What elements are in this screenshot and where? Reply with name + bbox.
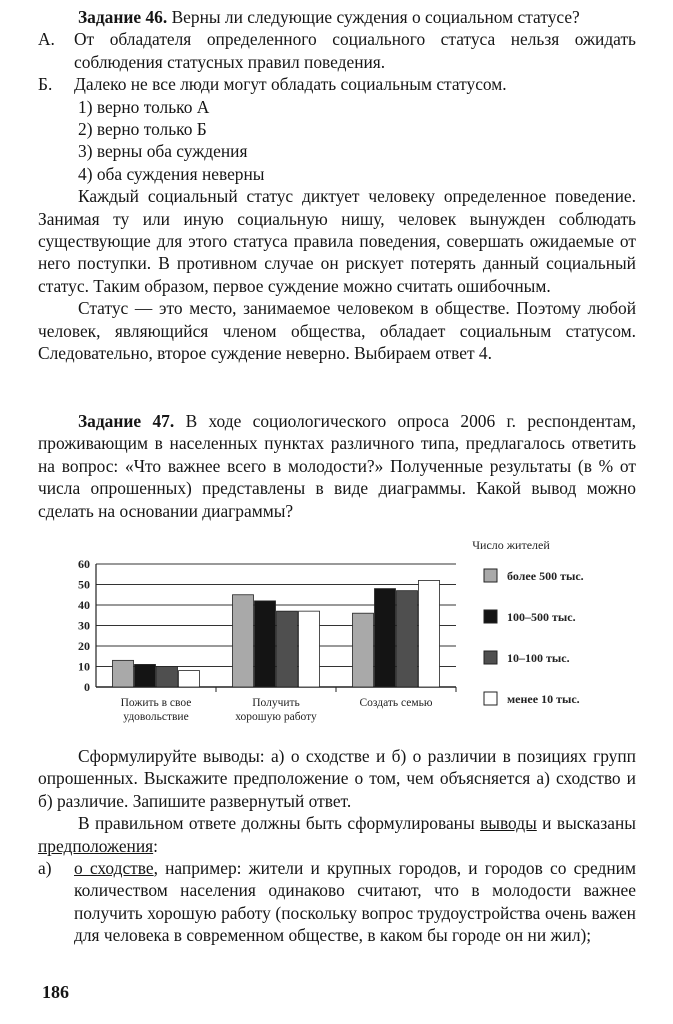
y-tick-label: 20: [78, 639, 90, 653]
answer-intro: [38, 812, 636, 857]
bar: [419, 580, 440, 687]
bar: [353, 613, 374, 687]
bar: [135, 664, 156, 687]
similarity-word: о сходстве: [74, 858, 154, 879]
conclusions-word: выводы: [480, 813, 537, 834]
answer-item-a-body: , например: жители и крупных городов, и городов со средним количеством населения одинаково считают, что в молодости важнее получить хорошую работу (поскольку вопрос трудоустройства очень важен для человека в современном обществе, в каком бы городе он ни жил);: [74, 858, 636, 946]
task-47-answer: [38, 745, 636, 947]
bar: [157, 667, 178, 688]
answer-intro-text: В правильном ответе должны быть сформулированы: [78, 813, 475, 834]
x-category-label: хорошую работу: [235, 711, 317, 723]
answer-option: 4) оба суждения неверны: [78, 163, 265, 184]
explanation-paragraph: Каждый социальный статус диктует человеку определенное поведение. Занимая ту или иную социальную нишу, человек вынужден соблюдать существующие для этого статуса правила поведения, совершать ожидаемые от него поступки. В противном случае он рискует потерять данный социальный статус. Таким образом, первое суждение можно считать ошибочным.: [38, 186, 636, 296]
instruction-paragraph: Сформулируйте выводы: а) о сходстве и б) о различии в позициях групп опрошенных. Выскажите предположение о том, чем объясняется а) сходство и б) различие. Запишите развернутый ответ.: [38, 746, 636, 811]
page-number: 186: [42, 982, 69, 1002]
bar: [233, 595, 254, 687]
y-tick-label: 40: [78, 598, 90, 612]
statement-b-label: Б.: [38, 74, 53, 95]
bar: [375, 589, 396, 687]
bar: [397, 591, 418, 687]
answer-option: 3) верны оба суждения: [78, 141, 248, 162]
answer-item-a-label: а): [38, 858, 52, 879]
explanation-paragraph: Статус — это место, занимаемое человеком в обществе. Поэтому любой человек, являющийся членом общества, обладает социальным статусом. Следовательно, второе суждение неверно. Выбираем ответ 4.: [38, 298, 636, 364]
task-46-title: Задание 46.: [78, 7, 168, 27]
answer-option: 2) верно только Б: [78, 119, 207, 140]
bar: [179, 671, 200, 687]
bar-chart: [56, 535, 616, 735]
y-tick-label: 60: [78, 557, 90, 571]
statement-b-text: Далеко не все люди могут обладать социальным статусом.: [74, 74, 507, 95]
statement-a-label: А.: [38, 29, 55, 50]
legend-swatch: [484, 610, 497, 623]
y-tick-label: 50: [78, 577, 90, 592]
task-46-header: [38, 6, 636, 28]
bar: [255, 601, 276, 687]
legend-title: Число жителей: [472, 538, 550, 552]
answer-intro-colon: :: [153, 835, 159, 856]
statement-a: [38, 28, 636, 73]
task-47-question: В ходе социологического опроса 2006 г. респондентам, проживающим в населенных пунктах различного типа, предлагалось ответить на вопрос: «Что важнее всего в молодости?» Полученные результаты (в % от числа опрошенных) представлены в виде диаграммы. Какой вывод можно сделать на основании диаграммы?: [38, 411, 636, 521]
task-46-question: Верны ли следующие суждения о социальном статусе?: [171, 7, 580, 27]
statement-a-text: От обладателя определенного социального статуса нельзя ожидать соблюдения статусных правил поведения.: [74, 29, 636, 72]
statement-b: [38, 73, 636, 95]
legend-label: 10–100 тыс.: [507, 651, 570, 665]
x-category-label: Получить: [252, 697, 300, 709]
answer-item-a: [38, 857, 636, 947]
legend-swatch: [484, 651, 497, 664]
task-47-title: Задание 47.: [78, 411, 175, 431]
bar: [299, 611, 320, 687]
y-tick-label: 0: [84, 680, 90, 694]
x-category-label: удовольствие: [123, 711, 189, 723]
task-47: [38, 410, 636, 522]
y-tick-label: 10: [78, 659, 90, 674]
answer-intro-text: и высказаны: [542, 813, 636, 834]
legend-label: 100–500 тыс.: [507, 610, 576, 624]
x-category-label: Создать семью: [359, 697, 433, 709]
assumptions-word: предположения: [38, 835, 154, 856]
answer-item-a-text: [74, 857, 636, 947]
legend-swatch: [484, 692, 497, 705]
task-47-header: [38, 410, 636, 522]
task-46: [38, 6, 636, 365]
legend-label: менее 10 тыс.: [507, 692, 580, 706]
y-tick-label: 30: [78, 618, 90, 633]
bar: [113, 660, 134, 687]
x-category-label: Пожить в свое: [120, 697, 192, 709]
legend-label: более 500 тыс.: [507, 569, 584, 583]
answer-option: 1) верно только А: [78, 96, 210, 117]
legend-swatch: [484, 569, 497, 582]
bar: [277, 611, 298, 687]
